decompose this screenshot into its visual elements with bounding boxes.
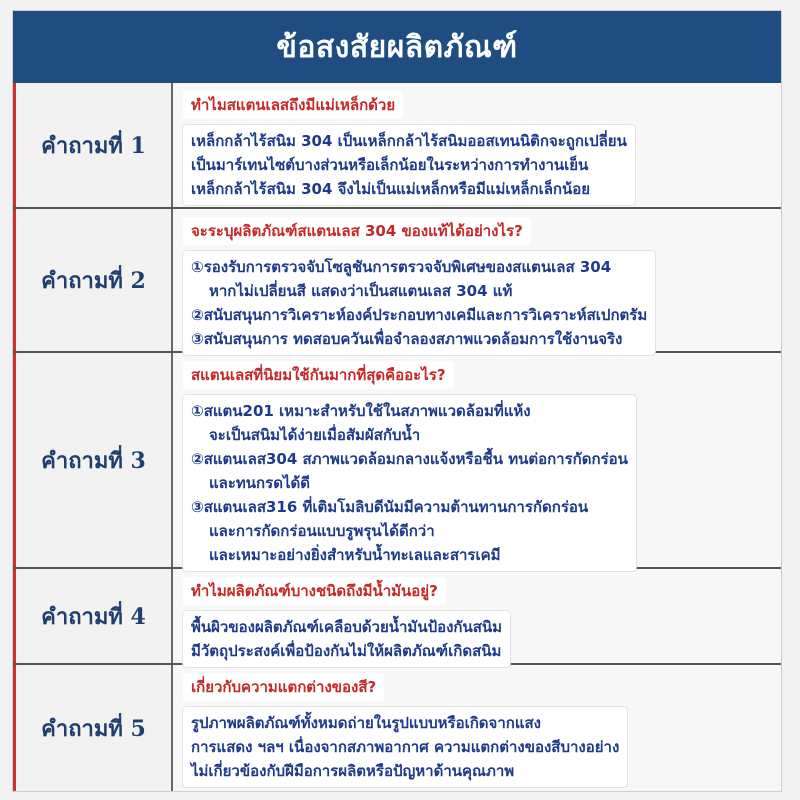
- answer-box: [183, 395, 636, 571]
- faq-row-1: [13, 83, 781, 209]
- divider: [171, 209, 173, 351]
- divider: [171, 665, 173, 791]
- answer-line: และเหมาะอย่างยิ่งสำหรับน้ำทะเลและสารเคมี: [209, 546, 501, 564]
- answer-line: ①สแตน201 เหมาะสำหรับใช้ในสภาพแวดล้อมที่แห้ง: [191, 402, 531, 420]
- question-label: คำถามที่ 5: [13, 665, 171, 791]
- answer-line: มีวัตถุประสงค์เพื่อป้องกันไม่ให้ผลิตภัณฑ์เกิดสนิม: [191, 642, 502, 660]
- answer-box: [183, 611, 510, 667]
- question-title: เกี่ยวกับความแตกต่างของสี?: [183, 673, 384, 701]
- question-label: คำถามที่ 1: [13, 83, 171, 207]
- page-title: ข้อสงสัยผลิตภัณฑ์: [13, 11, 781, 83]
- answer-line: ③สแตนเลส316 ที่เติมโมลิบดีนัมมีความต้านทานการกัดกร่อน: [191, 498, 589, 516]
- answer-line: เหล็กกล้าไร้สนิม 304 เป็นเหล็กกล้าไร้สนิมออสเทนนิติกจะถูกเปลี่ยน: [191, 132, 627, 150]
- answer-line: การแสดง ฯลฯ เนื่องจากสภาพอากาศ ความแตกต่างของสีบางอย่าง: [191, 738, 620, 756]
- question-title: สแตนเลสที่นิยมใช้กันมากที่สุดคืออะไร?: [183, 361, 454, 389]
- divider: [171, 353, 173, 567]
- faq-row-4: [13, 569, 781, 665]
- faq-row-3: [13, 353, 781, 569]
- answer-line: จะเป็นสนิมได้ง่ายเมื่อสัมผัสกับน้ำ: [209, 426, 421, 444]
- answer-box: [183, 707, 627, 787]
- faq-row-2: [13, 209, 781, 353]
- divider: [171, 569, 173, 663]
- question-title: ทำไมสแตนเลสถึงมีแม่เหล็กด้วย: [183, 91, 403, 119]
- answer-line: ②สนับสนุนการวิเคราะห์องค์ประกอบทางเคมีและการวิเคราะห์สเปกตรัม: [191, 306, 648, 324]
- answer-line: ①รองรับการตรวจจับโซลูชันการตรวจจับพิเศษของสแตนเลส 304: [191, 258, 612, 276]
- question-title: จะระบุผลิตภัณฑ์สแตนเลส 304 ของแท้ได้อย่างไร?: [183, 217, 531, 245]
- answer-line: และทนกรดได้ดี: [209, 474, 310, 492]
- answer-line: เป็นมาร์เทนไซต์บางส่วนหรือเล็กน้อยในระหว่างการทำงานเย็น: [191, 156, 589, 174]
- answer-line: ไม่เกี่ยวข้องกับฝีมือการผลิตหรือปัญหาด้านคุณภาพ: [191, 762, 515, 780]
- faq-panel: [12, 10, 782, 792]
- question-title: ทำไมผลิตภัณฑ์บางชนิดถึงมีน้ำมันอยู่?: [183, 577, 446, 605]
- answer-line: รูปภาพผลิตภัณฑ์ทั้งหมดถ่ายในรูปแบบหรือเกิดจากแสง: [191, 714, 541, 732]
- answer-box: [183, 251, 655, 355]
- answer-line: หากไม่เปลี่ยนสี แสดงว่าเป็นสแตนเลส 304 แท้: [209, 282, 513, 300]
- answer-line: เหล็กกล้าไร้สนิม 304 จึงไม่เป็นแม่เหล็กหรือมีแม่เหล็กเล็กน้อย: [191, 180, 591, 198]
- answer-line: พื้นผิวของผลิตภัณฑ์เคลือบด้วยน้ำมันป้องกันสนิม: [191, 618, 503, 636]
- answer-line: ③สนับสนุนการ ทดสอบควันเพื่อจำลองสภาพแวดล้อมการใช้งานจริง: [191, 330, 623, 348]
- divider: [171, 83, 173, 207]
- answer-line: ②สแตนเลส304 สภาพแวดล้อมกลางแจ้งหรือชื้น ทนต่อการกัดกร่อน: [191, 450, 628, 468]
- faq-row-5: [13, 665, 781, 791]
- answer-box: [183, 125, 635, 205]
- question-label: คำถามที่ 2: [13, 209, 171, 351]
- answer-line: และการกัดกร่อนแบบรูพรุนได้ดีกว่า: [209, 522, 435, 540]
- question-label: คำถามที่ 3: [13, 353, 171, 567]
- question-label: คำถามที่ 4: [13, 569, 171, 663]
